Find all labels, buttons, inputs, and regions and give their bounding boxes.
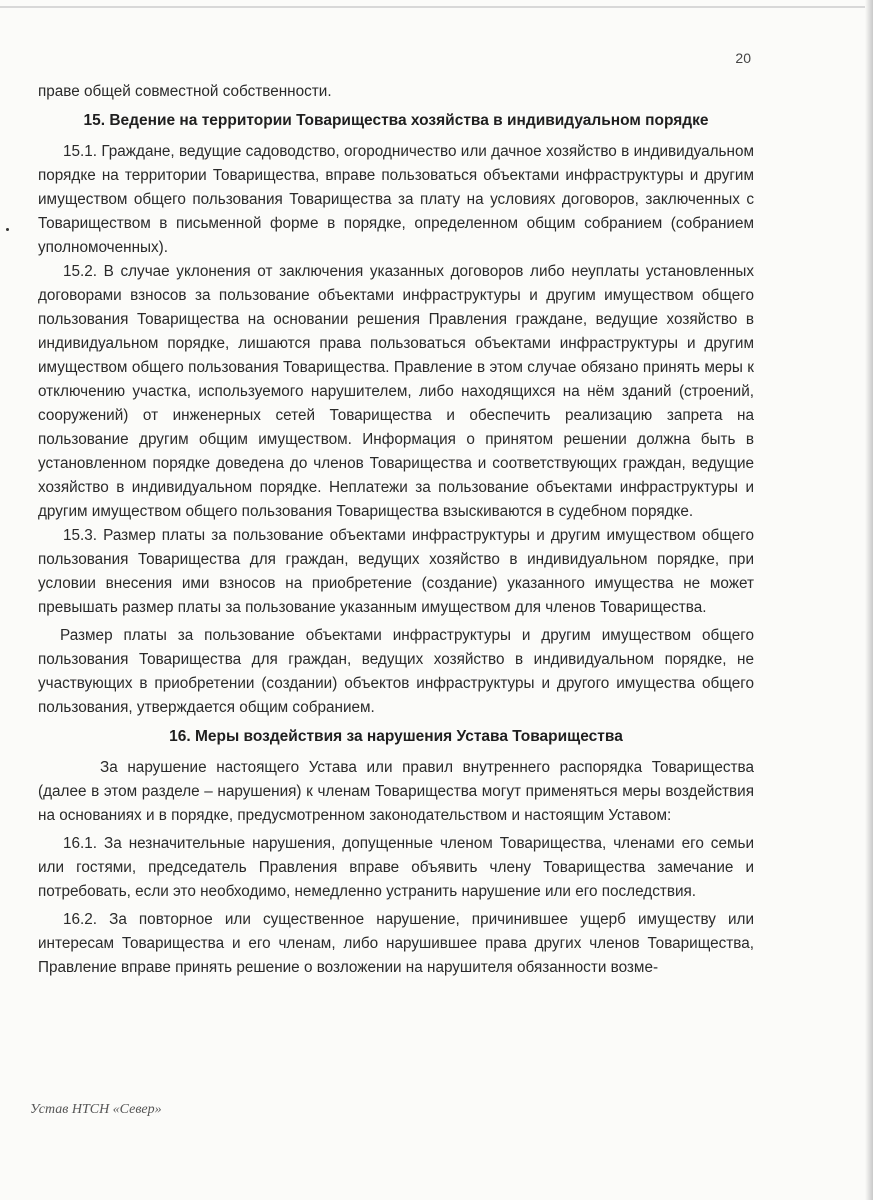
document-body [38, 80, 754, 980]
document-footer: Устав НТСН «Север» [30, 1102, 162, 1117]
scan-right-edge [865, 0, 873, 1200]
clause-15-3-continued: Размер платы за пользование объектами инфраструктуры и другим имуществом общего пользования Товарищества для граждан, ведущих хозяйство в индивидуальном порядке, не участвующих в приобретении (создании) объектов инфраструктуры и другого имущества общего пользования, утверждается общим собранием. [38, 627, 754, 716]
section-16-intro: За нарушение настоящего Устава или правил внутреннего распорядка Товарищества (далее в этом разделе – нарушения) к членам Товарищества могут применяться меры воздействия на основаниях и в порядке, предусмотренном законодательством и настоящим Уставом: [38, 759, 754, 824]
scan-speck [6, 228, 9, 231]
section-16-heading: 16. Меры воздействия за нарушения Устава Товарищества [169, 728, 623, 745]
page-number: 20 [735, 50, 751, 66]
clause-16-2: 16.2. За повторное или существенное нарушение, причинившее ущерб имуществу или интересам Товарищества и его членам, либо нарушившее права других членов Товарищества, Правление вправе принять решение о возложении на нарушителя обязанности возме- [38, 911, 754, 976]
section-15-heading: 15. Ведение на территории Товарищества хозяйства в индивидуальном порядке [83, 112, 709, 129]
clause-15-1: 15.1. Граждане, ведущие садоводство, огородничество или дачное хозяйство в индивидуальном порядке на территории Товарищества, вправе пользоваться объектами инфраструктуры и другим имуществом общего пользования Товарищества за плату на условиях договоров, заключенных с Товариществом в письменной форме в порядке, определенном общим собранием (собранием уполномоченных). [38, 143, 754, 256]
clause-15-2: 15.2. В случае уклонения от заключения указанных договоров либо неуплаты установленных договорами взносов за пользование объектами инфраструктуры и другим имуществом общего пользования Товарищества на основании решения Правления граждане, ведущие хозяйство в индивидуальном порядке, лишаются права пользоваться объектами инфраструктуры и другим имуществом общего пользования Товарищества. Правление в этом случае обязано принять меры к отключению участка, используемого нарушителем, либо находящихся на нём зданий (строений, сооружений) от инженерных сетей Товарищества и обеспечить реализацию запрета на пользование другим общим имуществом. Информация о принятом решении должна быть в установленном порядке доведена до членов Товарищества и соответствующих граждан, ведущие хозяйство в индивидуальном порядке. Неплатежи за пользование объектами инфраструктуры и другим имуществом общего пользования Товарищества взыскиваются в судебном порядке. [38, 263, 754, 520]
clause-16-1: 16.1. За незначительные нарушения, допущенные членом Товарищества, членами его семьи или гостями, председатель Правления вправе объявить члену Товарищества замечание и потребовать, если это необходимо, немедленно устранить нарушение или его последствия. [38, 835, 754, 900]
scan-top-edge [0, 6, 873, 8]
clause-15-3: 15.3. Размер платы за пользование объектами инфраструктуры и другим имуществом общего пользования Товарищества для граждан, ведущих хозяйство в индивидуальном порядке, при условии внесения ими взносов на приобретение (создание) указанного имущества не может превышать размер платы за пользование указанным имуществом для членов Товарищества. [38, 527, 754, 616]
intro-fragment: праве общей совместной собственности. [38, 83, 332, 100]
